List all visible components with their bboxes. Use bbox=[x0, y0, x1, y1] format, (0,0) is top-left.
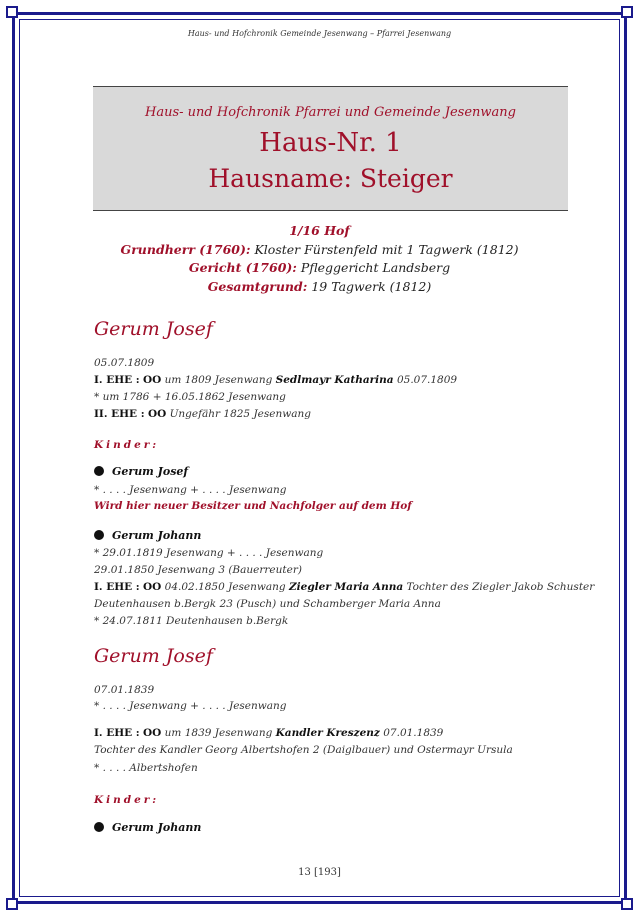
person-date: 05.07.1809 bbox=[94, 357, 155, 369]
spouse-parents: Tochter des Kandler Georg Albertshofen 2 (Daiglbauer) und Ostermayr Ursula bbox=[94, 744, 513, 756]
farm-info bbox=[0, 222, 639, 296]
marriage-symbol: OO bbox=[147, 408, 167, 420]
successor-note: Wird hier neuer Besitzer und Nachfolger auf dem Hof bbox=[94, 500, 412, 512]
frame-corner-ornament bbox=[621, 6, 633, 18]
marriage-symbol: OO bbox=[143, 727, 162, 739]
marriage-symbol: OO bbox=[143, 374, 162, 386]
marriage-label: I. EHE : bbox=[94, 727, 140, 739]
bullet-icon bbox=[94, 466, 104, 476]
bullet-icon bbox=[94, 822, 104, 832]
gesamtgrund-value: 19 Tagwerk (1812) bbox=[307, 278, 432, 294]
spouse-parents: Deutenhausen b.Bergk 23 (Pusch) und Schamberger Maria Anna bbox=[94, 598, 441, 610]
spouse-name: Kandler Kreszenz bbox=[275, 727, 380, 739]
title-box bbox=[93, 86, 568, 211]
spouse-parentage: Tochter des Ziegler Jakob Schuster bbox=[403, 581, 595, 593]
chronicle-title: Haus- und Hofchronik Pfarrei und Gemeinde Jesenwang bbox=[145, 105, 516, 120]
marriage-place: um 1809 Jesenwang bbox=[161, 374, 276, 386]
marriage-label: I. EHE : bbox=[94, 581, 140, 593]
marriage-line bbox=[94, 727, 443, 739]
child-entry bbox=[94, 529, 201, 542]
child-entry bbox=[94, 465, 188, 478]
marriage-label: II. EHE : bbox=[94, 408, 145, 420]
child-life: * . . . . Jesenwang + . . . . Jesenwang bbox=[94, 484, 287, 496]
person-date: 07.01.1839 bbox=[94, 684, 155, 696]
grundherr-value: Kloster Fürstenfeld mit 1 Tagwerk (1812) bbox=[250, 241, 519, 257]
running-header: Haus- und Hofchronik Gemeinde Jesenwang – Pfarrei Jesenwang bbox=[187, 29, 452, 38]
gericht-label: Gericht (1760): bbox=[188, 260, 297, 275]
grundherr-label: Grundherr (1760): bbox=[120, 241, 251, 257]
bullet-icon bbox=[94, 530, 104, 540]
gericht-value: Pfleggericht Landsberg bbox=[296, 260, 451, 275]
marriage-place: Ungefähr 1825 Jesenwang bbox=[166, 408, 311, 420]
marriage-place: um 1839 Jesenwang bbox=[161, 727, 276, 739]
marriage-label: I. EHE : bbox=[94, 374, 140, 386]
frame-corner-ornament bbox=[6, 6, 18, 18]
marriage-place: 04.02.1850 Jesenwang bbox=[161, 581, 289, 593]
child-name: Gerum Johann bbox=[112, 529, 202, 542]
spouse-name: Sedlmayr Katharina bbox=[275, 374, 394, 386]
person-heading: Gerum Josef bbox=[94, 645, 213, 667]
spouse-name: Ziegler Maria Anna bbox=[288, 581, 404, 593]
spouse-life: * um 1786 + 16.05.1862 Jesenwang bbox=[94, 391, 286, 403]
spouse-life: * . . . . Albertshofen bbox=[94, 762, 198, 774]
child-name: Gerum Johann bbox=[112, 821, 202, 834]
marriage-line bbox=[94, 408, 311, 420]
marriage-date: 07.01.1839 bbox=[379, 727, 444, 739]
house-number: Haus-Nr. 1 bbox=[259, 128, 402, 158]
spouse-life: * 24.07.1811 Deutenhausen b.Bergk bbox=[94, 615, 289, 627]
frame-corner-ornament bbox=[621, 898, 633, 910]
marriage-line bbox=[94, 374, 457, 386]
person-life: * . . . . Jesenwang + . . . . Jesenwang bbox=[94, 700, 287, 712]
page-number: 13 [193] bbox=[298, 867, 341, 878]
children-heading: Kinder: bbox=[94, 439, 160, 451]
marriage-symbol: OO bbox=[143, 581, 162, 593]
marriage-line bbox=[94, 581, 594, 593]
farm-size: 1/16 Hof bbox=[289, 223, 350, 238]
child-entry bbox=[94, 821, 201, 834]
frame-corner-ornament bbox=[6, 898, 18, 910]
child-life: * 29.01.1819 Jesenwang + . . . . Jesenwang bbox=[94, 547, 324, 559]
child-name: Gerum Josef bbox=[112, 465, 189, 478]
house-name: Hausname: Steiger bbox=[208, 164, 453, 193]
children-heading: Kinder: bbox=[94, 794, 160, 806]
gesamtgrund-label: Gesamtgrund: bbox=[207, 278, 308, 294]
person-heading: Gerum Josef bbox=[94, 318, 213, 340]
marriage-date: 05.07.1809 bbox=[393, 374, 458, 386]
child-residence: 29.01.1850 Jesenwang 3 (Bauerreuter) bbox=[94, 564, 302, 576]
